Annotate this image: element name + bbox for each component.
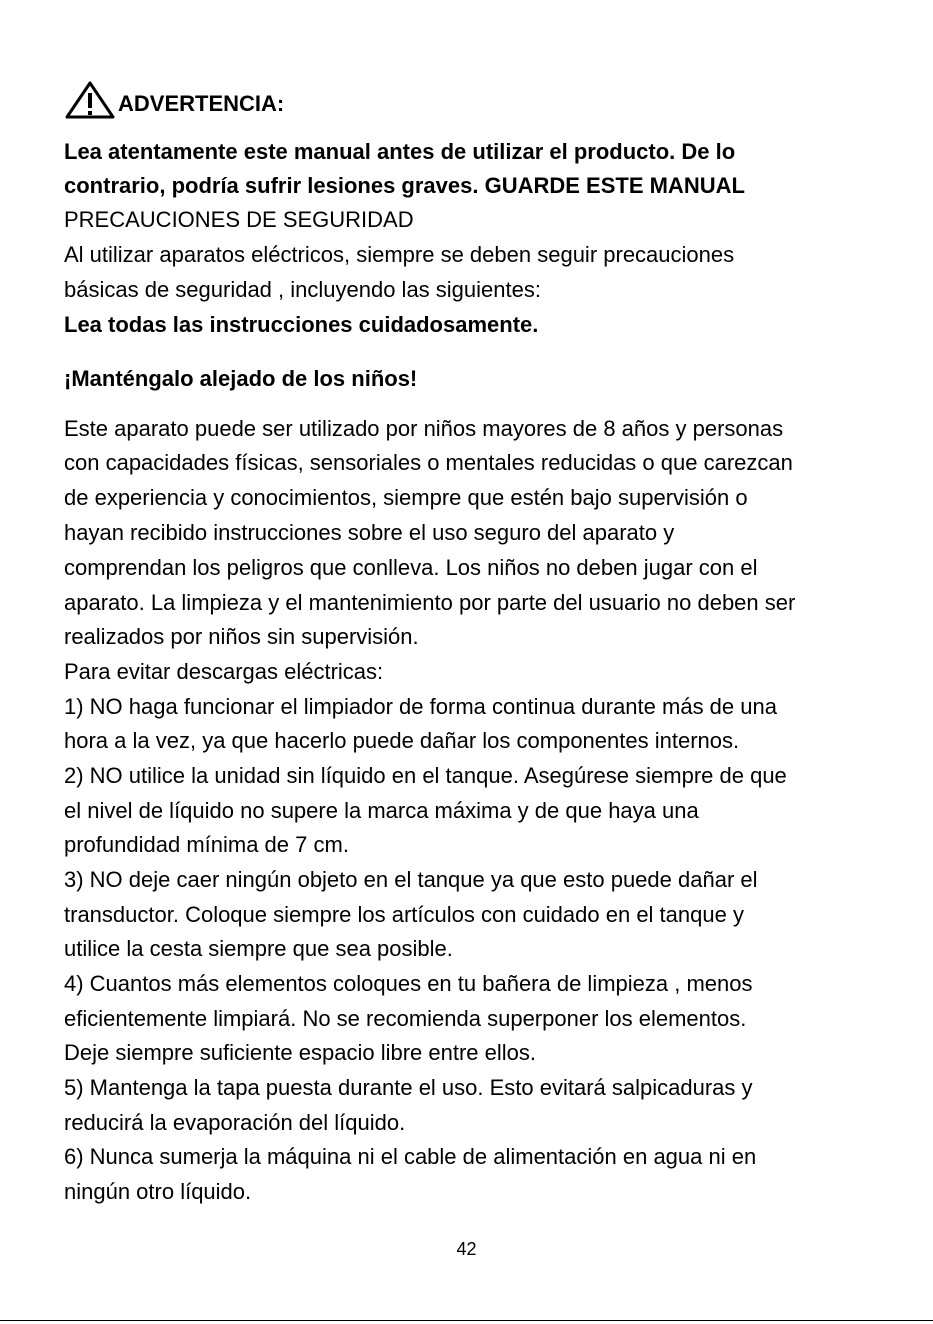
shock-line: utilice la cesta siempre que sea posible. xyxy=(64,936,453,961)
intro-line-2: contrario, podría sufrir lesiones graves. GUARDE ESTE MANUAL xyxy=(64,173,745,198)
bottom-divider xyxy=(0,1320,933,1321)
shock-line: reducirá la evaporación del líquido. xyxy=(64,1110,406,1135)
children-line: comprendan los peligros que conlleva. Los niños no deben jugar con el xyxy=(64,555,758,580)
warning-triangle-icon xyxy=(64,80,116,120)
children-line: con capacidades físicas, sensoriales o mentales reducidas o que carezcan xyxy=(64,450,793,475)
shock-line: 5) Mantenga la tapa puesta durante el uso. Esto evitará salpicaduras y xyxy=(64,1075,753,1100)
children-line: aparato. La limpieza y el mantenimiento por parte del usuario no deben ser xyxy=(64,590,796,615)
shock-line: 6) Nunca sumerja la máquina ni el cable de alimentación en agua ni en xyxy=(64,1144,757,1169)
shock-heading: Para evitar descargas eléctricas: xyxy=(64,659,384,684)
children-heading: ¡Manténgalo alejado de los niños! xyxy=(64,366,418,391)
safety-heading: PRECAUCIONES DE SEGURIDAD xyxy=(64,207,414,232)
shock-line: 3) NO deje caer ningún objeto en el tanque ya que esto puede dañar el xyxy=(64,867,758,892)
shock-line: el nivel de líquido no supere la marca máxima y de que haya una xyxy=(64,798,699,823)
shock-line: hora a la vez, ya que hacerlo puede dañar los componentes internos. xyxy=(64,728,740,753)
shock-line: Deje siempre suficiente espacio libre entre ellos. xyxy=(64,1040,537,1065)
warning-header xyxy=(64,76,284,120)
children-line: realizados por niños sin supervisión. xyxy=(64,624,419,649)
shock-line: transductor. Coloque siempre los artículos con cuidado en el tanque y xyxy=(64,902,744,927)
shock-line: eficientemente limpiará. No se recomienda superponer los elementos. xyxy=(64,1006,747,1031)
read-all-instructions: Lea todas las instrucciones cuidadosamente. xyxy=(64,312,539,337)
children-line: Este aparato puede ser utilizado por niños mayores de 8 años y personas xyxy=(64,416,784,441)
shock-line: profundidad mínima de 7 cm. xyxy=(64,832,349,857)
shock-line: 4) Cuantos más elementos coloques en tu bañera de limpieza , menos xyxy=(64,971,753,996)
warning-title: ADVERTENCIA: xyxy=(118,91,285,116)
children-line: hayan recibido instrucciones sobre el uso seguro del aparato y xyxy=(64,520,675,545)
shock-line: ningún otro líquido. xyxy=(64,1179,252,1204)
safety-line-1: Al utilizar aparatos eléctricos, siempre se deben seguir precauciones xyxy=(64,242,735,267)
page-number: 42 xyxy=(456,1239,477,1259)
shock-line: 1) NO haga funcionar el limpiador de forma continua durante más de una xyxy=(64,694,777,719)
safety-line-2: básicas de seguridad , incluyendo las siguientes: xyxy=(64,277,541,302)
shock-line: 2) NO utilice la unidad sin líquido en el tanque. Asegúrese siempre de que xyxy=(64,763,787,788)
children-line: de experiencia y conocimientos, siempre que estén bajo supervisión o xyxy=(64,485,748,510)
intro-line-1: Lea atentamente este manual antes de utilizar el producto. De lo xyxy=(64,139,736,164)
